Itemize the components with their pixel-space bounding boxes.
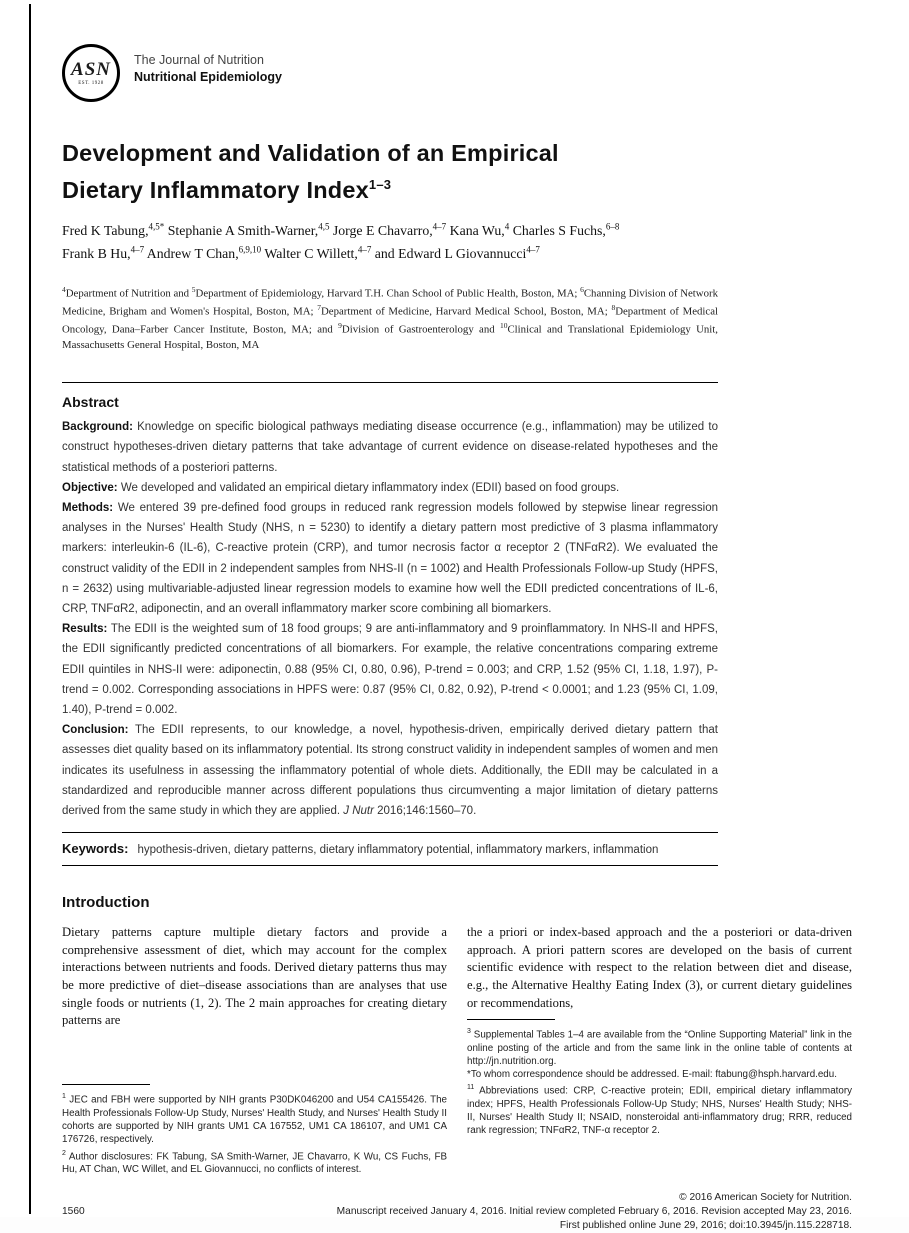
abstract-objective-label: Objective: — [62, 481, 118, 494]
asn-logo-est: EST. 1928 — [78, 81, 104, 86]
abstract-conclusion — [62, 720, 718, 821]
footnote-rule-left — [62, 1084, 150, 1085]
masthead — [62, 44, 852, 102]
abstract-heading: Abstract — [62, 394, 119, 411]
abstract-objective — [62, 478, 718, 498]
abstract-results-label: Results: — [62, 623, 108, 636]
author-list — [62, 218, 852, 263]
abstract-background — [62, 417, 718, 478]
journal-name: The Journal of Nutrition — [134, 53, 264, 67]
abstract-methods-label: Methods: — [62, 501, 114, 514]
page-content — [62, 0, 852, 1233]
footnote-2: $^2$ Author disclosures: FK Tabung, SA Smith-Warner, JE Chavarro, K Wu, CS Fuchs, FB Hu, AT Chan, WC Willet, and EL Giovannucci, no conflicts of interest. — [62, 1149, 447, 1176]
page-number: 1560 — [62, 1205, 85, 1217]
published-line: First published online June 29, 2016; doi:10.3945/jn.115.228718. — [559, 1219, 852, 1231]
footnote-rule-right — [467, 1019, 555, 1020]
abstract-section — [62, 382, 718, 866]
title-line-2: Dietary Inflammatory Index — [62, 176, 369, 203]
keywords-label: Keywords: — [62, 841, 129, 857]
abstract-background-text: Knowledge on specific biological pathways mediating disease occurrence (e.g., inflammation) may be utilized to construct hypotheses-driven dietary patterns that take advantage of current evidence on disease-related hypotheses and the statistical methods of a posteriori patterns. — [62, 421, 718, 474]
abstract-methods-text: We entered 39 pre-defined food groups in reduced rank regression models followed by stepwise linear regression analyses in the Nurses' Health Study (NHS, n = 5230) to identify a dietary pattern most predictive of 3 plasma inflammatory markers: interleukin-6 (IL-6), C-reactive protein (CRP), and tumor necrosis factor α receptor 2 (TNFαR2). We evaluated the construct validity of the EDII in 2 independent samples from NHS-II (n = 1002) and Health Professionals Follow-up Study (HPFS, n = 2632) using multivariable-adjusted linear regression models to examine how well the EDII predicted concentrations of IL-6, CRP, TNFαR2, adiponectin, and an overall inflammatory marker score combining all biomarkers. — [62, 501, 718, 615]
page-edge-line — [29, 4, 31, 1214]
abstract-top-rule — [62, 382, 718, 383]
asn-logo — [62, 44, 120, 102]
keywords-bottom-rule — [62, 865, 718, 866]
masthead-text — [134, 44, 282, 86]
footnotes-right — [467, 1019, 852, 1137]
keywords-top-rule — [62, 832, 718, 833]
copyright-line: © 2016 American Society for Nutrition. — [679, 1192, 852, 1204]
journal-section: Nutritional Epidemiology — [134, 70, 282, 84]
column-right — [467, 924, 852, 1176]
abstract-results — [62, 619, 718, 720]
intro-paragraph-left: Dietary patterns capture multiple dietary factors and provide a comprehensive assessment of diet, which may account for the complex interactions between nutrients and foods. Derived dietary patterns thus may be more predictive of diet–disease associations than are analyses that use single foods or nutrients (1, 2). The 2 main approaches for creating dietary patterns are — [62, 925, 447, 1028]
footnotes-left — [62, 1084, 447, 1176]
authors-line-1: Fred K Tabung,$^{4,5*}$ Stephanie A Smith-Warner,$^{4,5}$ Jorge E Chavarro,$^{4-7}$ Kana Wu,$^4$ Charles S Fuchs,$^{6-8}$ — [62, 221, 620, 239]
title-footnote-refs: 1–3 — [368, 177, 392, 192]
abstract-background-label: Background: — [62, 421, 133, 434]
abstract-results-text: The EDII is the weighted sum of 18 food groups; 9 are anti-inflammatory and 9 proinflammatory. In NHS-II and HPFS, the EDII significantly predicted concentrations of all biomarkers. For example, the relative concentrations comparing extreme EDII quintiles in NHS-II were: adiponectin, 0.88 (95% CI, 0.80, 0.96), P-trend = 0.003; and CRP, 1.52 (95% CI, 1.18, 1.97), P-trend = 0.002. Corresponding associations in HPFS were: 0.87 (95% CI, 0.82, 0.92), P-trend < 0.0001; and 1.23 (95% CI, 1.09, 1.40), P-trend = 0.002. — [62, 623, 718, 717]
abstract-objective-text: We developed and validated an empirical dietary inflammatory index (EDII) based on food groups. — [120, 481, 620, 494]
introduction-heading: Introduction — [62, 894, 150, 912]
footnote-correspondence: *To whom correspondence should be addressed. E-mail: ftabung@hsph.harvard.edu. — [467, 1069, 837, 1081]
authors-line-2: Frank B Hu,$^{4-7}$ Andrew T Chan,$^{6,9,10}$ Walter C Willett,$^{4-7}$ and Edward L Giovannucci$^{4-7}$ — [62, 244, 540, 262]
affiliations: $^4$Department of Nutrition and $^5$Department of Epidemiology, Harvard T.H. Chan School of Public Health, Boston, MA; $^6$Channing Division of Network Medicine, Brigham and Women's Hospital, Boston, MA; $^7$Department of Medicine, Harvard Medical School, Boston, MA; $^8$Department of Medical Oncology, Dana–Farber Cancer Institute, Boston, MA; and $^9$Division of Gastroenterology and $^{10}$Clinical and Translational Epidemiology Unit, Massachusetts General Hospital, Boston, MA — [62, 285, 719, 351]
article-title — [62, 138, 852, 206]
keywords-text: hypothesis-driven, dietary patterns, dietary inflammatory potential, inflammatory markers, inflammation — [137, 844, 659, 857]
two-column-body — [62, 924, 852, 1176]
intro-paragraph-right: the a priori or index-based approach and the a posteriori or data-driven approach. A priori pattern scores are developed on the basis of current scientific evidence with respect to the relation between diet and disease, e.g., the Alternative Healthy Eating Index (3), or current dietary guidelines or recommendations, — [467, 925, 852, 1010]
journal-citation-rest: 2016;146:1560–70. — [373, 805, 477, 818]
title-line-1: Development and Validation of an Empirical — [62, 140, 559, 166]
abstract-conclusion-label: Conclusion: — [62, 724, 129, 737]
footer-publication-info — [337, 1191, 852, 1232]
abstract-methods — [62, 498, 718, 619]
asn-logo-text: ASN — [71, 59, 111, 80]
footnote-3: $^3$ Supplemental Tables 1–4 are available from the “Online Supporting Material” link in the online posting of the article and from the same link in the online table of contents at http://jn.nutrition.org. — [467, 1028, 852, 1067]
keywords-line — [62, 841, 718, 856]
abstract-conclusion-text: The EDII represents, to our knowledge, a novel, hypothesis-driven, empirically derived dietary pattern that assesses diet quality based on its inflammatory potential. Its strong construct validity in independent samples of women and men indicates its usefulness in assessing the inflammatory potential of whole diets. Additionally, the EDII may be calculated in a standardized and reproducible manner across different populations thus circumventing a major limitation of dietary patterns derived from the same study in which they are applied. — [62, 724, 718, 818]
footnote-1: $^1$ JEC and FBH were supported by NIH grants P30DK046200 and U54 CA155426. The Health Professionals Follow-Up Study, Nurses' Health Study, and Nurses' Health Study II cohorts are supported by NIH grants UM1 CA 167552, UM1 CA 186107, and UM1 CA 176726, respectively. — [62, 1093, 447, 1146]
page-footer — [62, 1191, 852, 1232]
footnote-abbreviations: $^{11}$ Abbreviations used: CRP, C-reactive protein; EDII, empirical dietary inflammatory index; HPFS, Health Professionals Follow-Up Study; NHS, Nurses' Health Study; NHS-II, Nurses' Health Study II; NSAID, nonsteroidal anti-inflammatory drug; RRR, reduced rank regression; TNFαR2, TNF-α receptor 2. — [467, 1084, 852, 1137]
column-left — [62, 924, 447, 1176]
journal-citation: J Nutr — [343, 805, 374, 818]
received-line: Manuscript received January 4, 2016. Initial review completed February 6, 2016. Revision accepted May 23, 2016. — [336, 1206, 852, 1218]
